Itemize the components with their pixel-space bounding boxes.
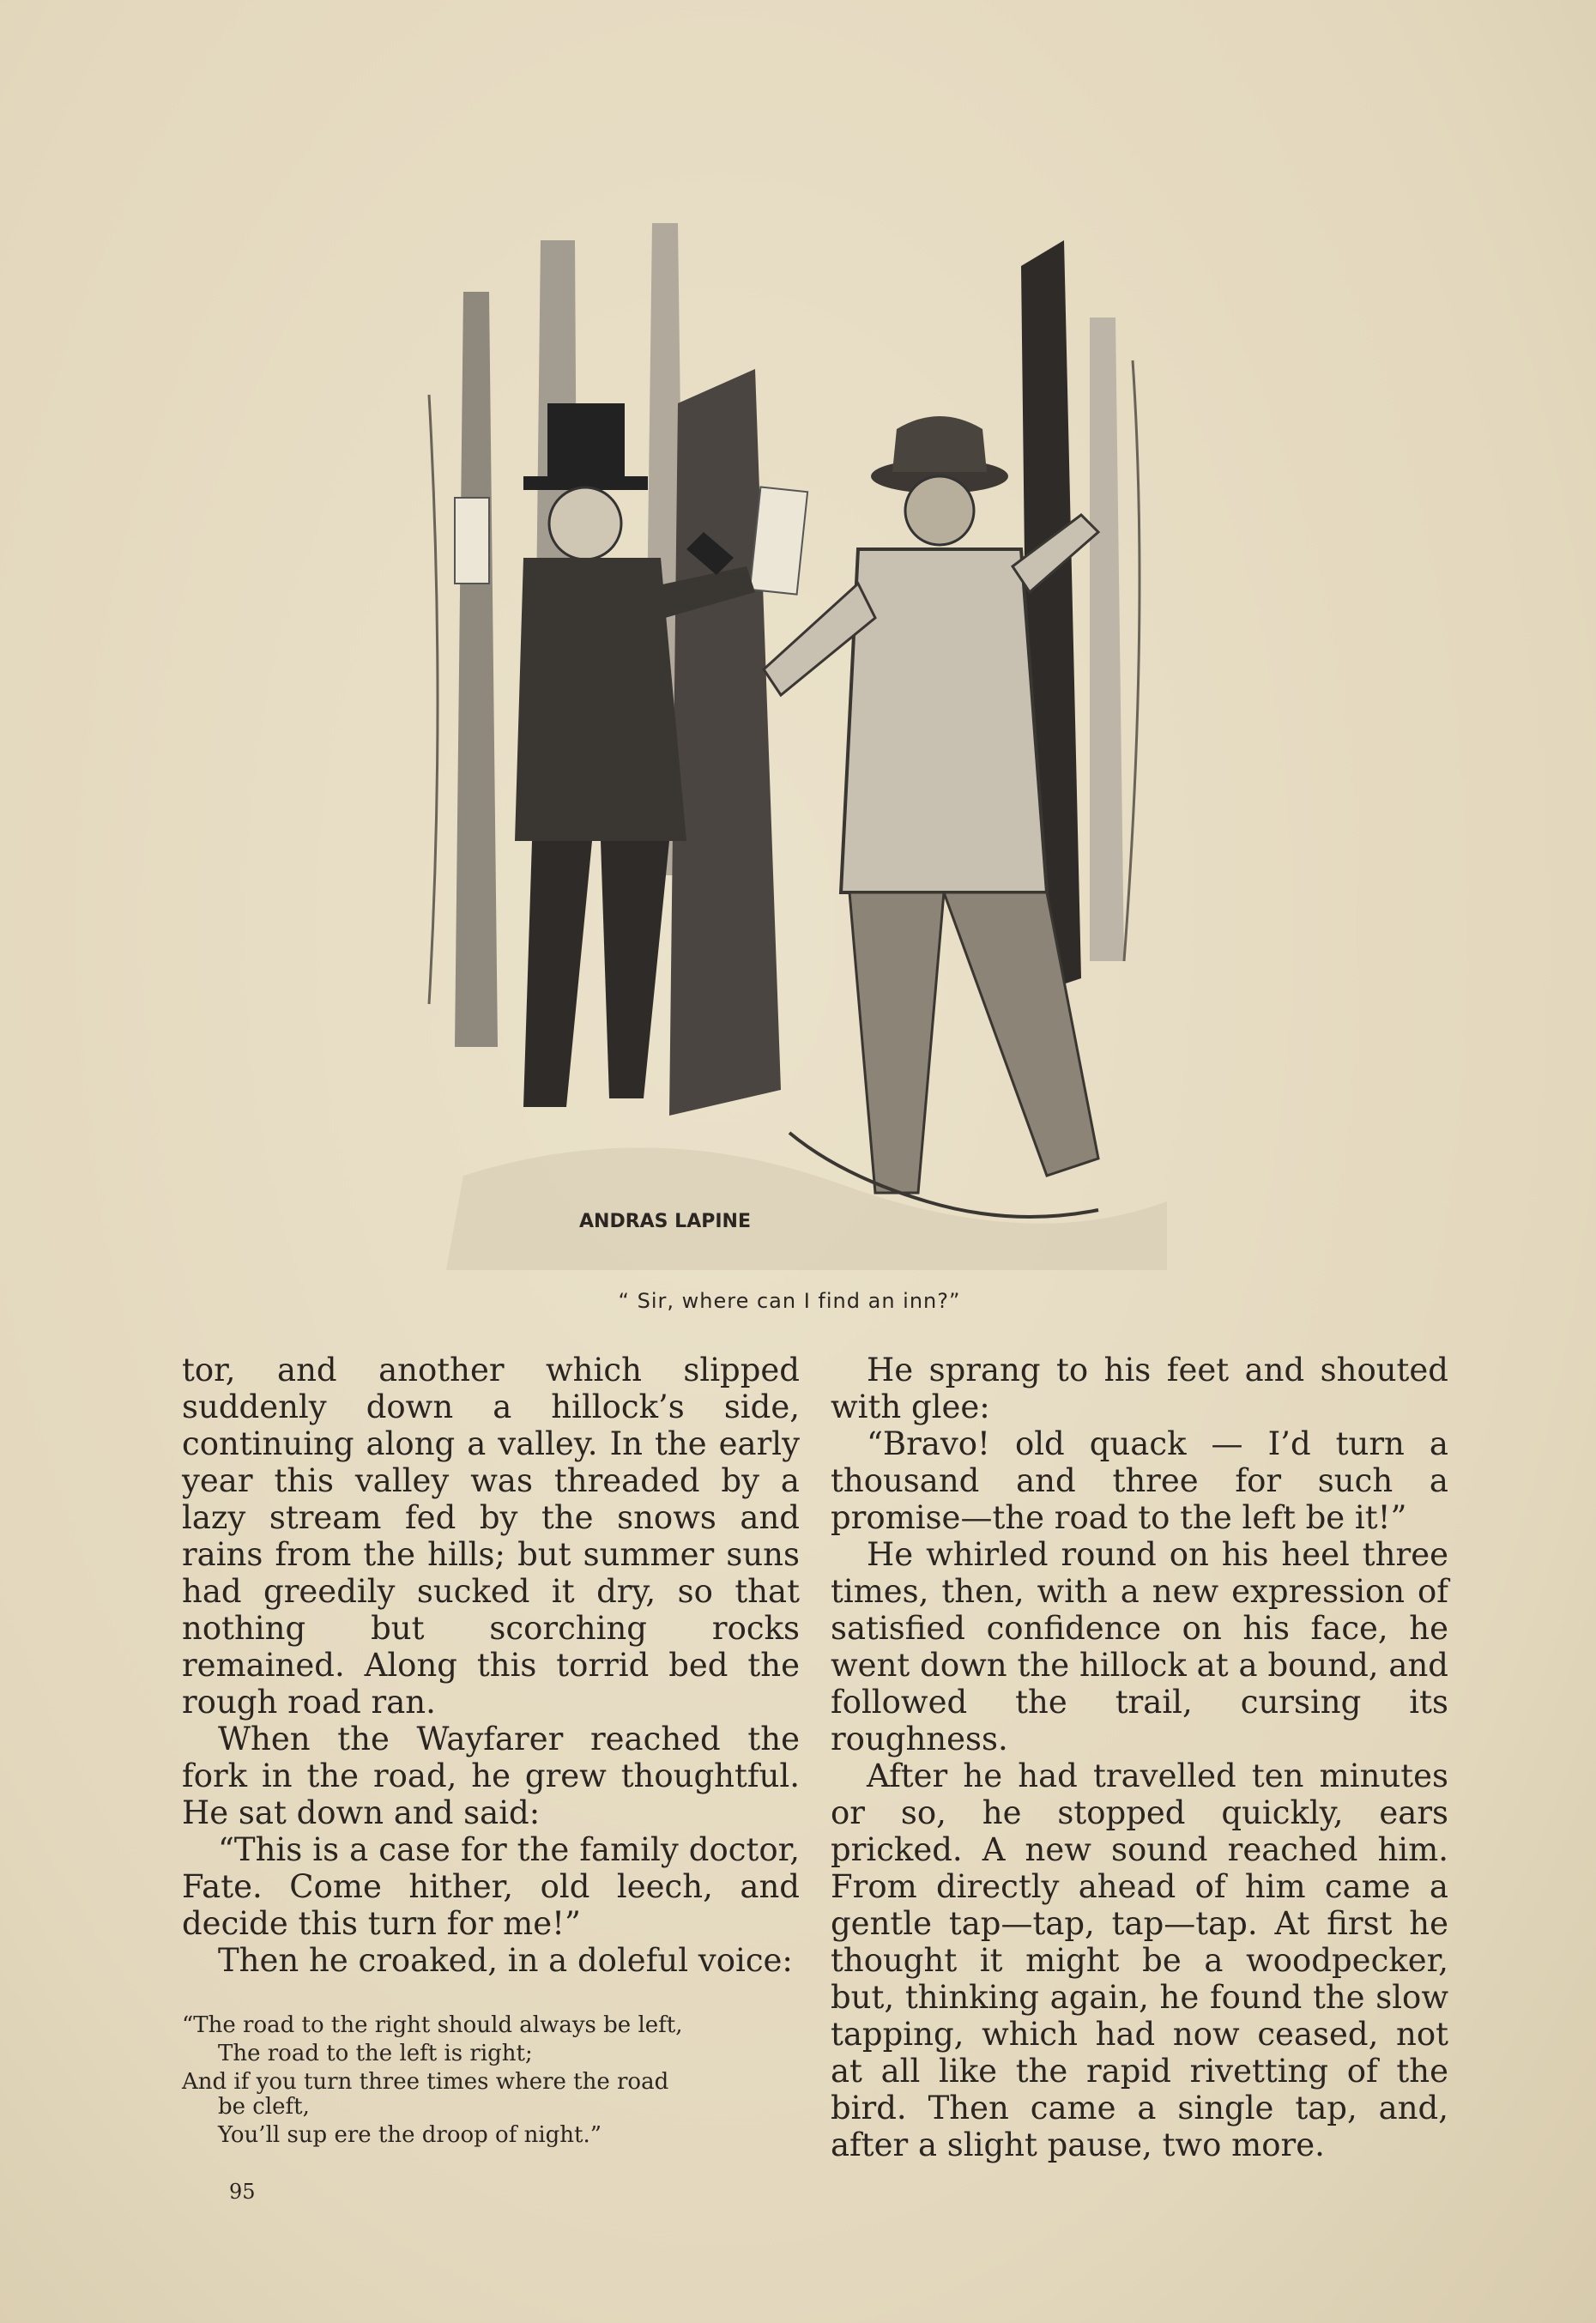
- paragraph: He whirled round on his heel three times, then, with a new expression of satisfied confidence on his face, he went down the hillock at a bound, and followed the trail, cursing its roughness.: [831, 1536, 1448, 1757]
- paragraph: After he had travelled ten minutes or so, he stopped quickly, ears pricked. A new sound reached him. From directly ahead of him came a gentle tap—tap, tap—tap. At first he thought it might be a woodpecker, but, thinking again, he found the slow tapping, which had now ceased, not at all like the rapid rivetting of the bird. Then came a single tap, and, after a slight pause, two more.: [831, 1757, 1448, 2163]
- right-column: [831, 1352, 1448, 2163]
- verse-line: And if you turn three times where the road: [182, 2069, 669, 2095]
- verse-line: You’ll sup ere the droop of night.”: [218, 2122, 602, 2148]
- verse-line: “The road to the right should always be left,: [182, 2012, 683, 2038]
- artist-signature: ANDRAS LAPINE: [579, 1211, 751, 1232]
- illustration-two-men-in-forest: [395, 189, 1184, 1270]
- paragraph: He sprang to his feet and shouted with glee:: [831, 1352, 1448, 1425]
- illustration-caption: “ Sir, where can I find an inn?”: [618, 1289, 961, 1313]
- page-number: 95: [229, 2180, 256, 2204]
- paragraph: “This is a case for the family doctor, Fate. Come hither, old leech, and decide this turn for me!”: [182, 1831, 800, 1942]
- left-column: [182, 1352, 800, 2150]
- verse-line: be cleft,: [218, 2094, 310, 2120]
- paragraph: tor, and another which slipped suddenly down a hillock’s side, continuing along a valley. In the early year this valley was threaded by a lazy stream fed by the snows and rains from the hills; but summer suns had greedily sucked it dry, so that nothing but scorching rocks remained. Along this torrid bed the rough road ran.: [182, 1352, 800, 1721]
- verse-line: The road to the left is right;: [218, 2041, 533, 2066]
- verse-block: [182, 2011, 800, 2150]
- paragraph: Then he croaked, in a doleful voice:: [218, 1942, 793, 1979]
- paragraph: “Bravo! old quack — I’d turn a thousand and three for such a promise—the road to the left be it!”: [831, 1425, 1448, 1536]
- paragraph: When the Wayfarer reached the fork in the road, he grew thoughtful. He sat down and said:: [182, 1721, 800, 1831]
